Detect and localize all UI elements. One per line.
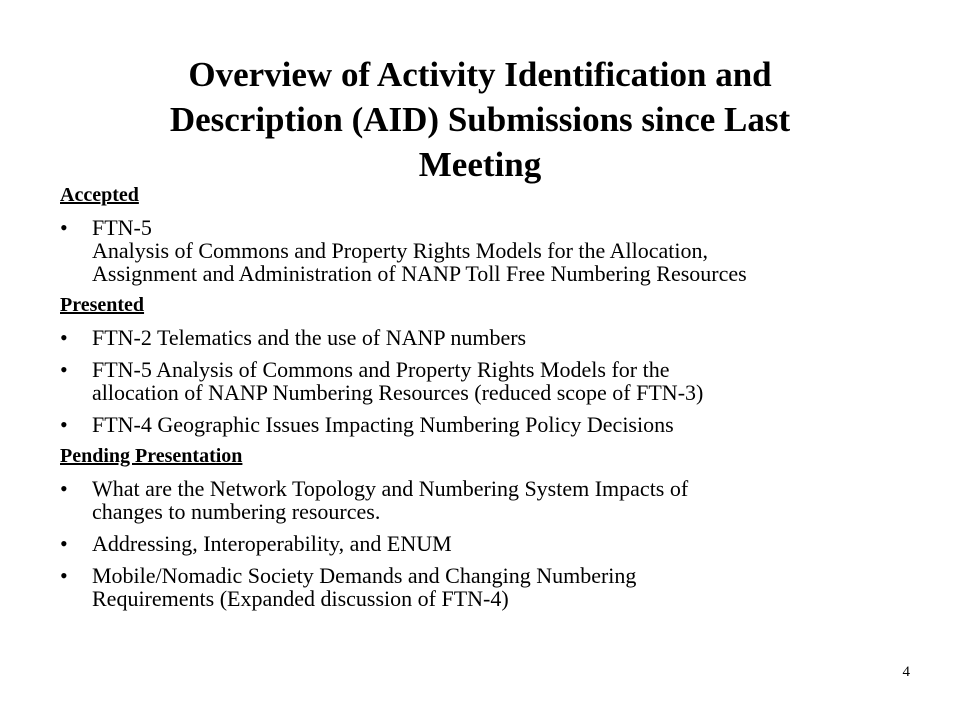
- item-line: Assignment and Administration of NANP Toll Free Numbering Resources: [92, 261, 747, 286]
- item-line: allocation of NANP Numbering Resources (reduced scope of FTN-3): [92, 380, 704, 405]
- bullet-icon: •: [60, 412, 68, 437]
- bullet-icon: •: [60, 563, 68, 588]
- title-line: Overview of Activity Identification and: [188, 55, 772, 94]
- item-line: FTN-2 Telematics and the use of NANP numbers: [92, 325, 527, 350]
- presented-heading: Presented: [60, 294, 145, 316]
- bullet-icon: •: [60, 325, 68, 350]
- item-line: Requirements (Expanded discussion of FTN-4): [92, 586, 509, 611]
- pending-heading: Pending Presentation: [60, 445, 243, 467]
- item-line: Mobile/Nomadic Society Demands and Changing Numbering: [92, 563, 637, 588]
- item-line: changes to numbering resources.: [92, 499, 381, 524]
- pending-list: [60, 477, 910, 610]
- item-line: FTN-5: [92, 215, 152, 240]
- item-line: FTN-5 Analysis of Commons and Property Rights Models for the: [92, 357, 670, 382]
- item-line: What are the Network Topology and Numbering System Impacts of: [92, 476, 689, 501]
- bullet-icon: •: [60, 531, 68, 556]
- accepted-heading: Accepted: [60, 184, 139, 206]
- page-number: 4: [902, 664, 910, 680]
- item-line: Addressing, Interoperability, and ENUM: [92, 531, 452, 556]
- accepted-list: [60, 216, 910, 285]
- list-item: [60, 413, 910, 436]
- list-item: [60, 358, 910, 404]
- slide-body: [60, 184, 910, 619]
- list-item: [60, 216, 910, 285]
- item-line: Analysis of Commons and Property Rights Models for the Allocation,: [92, 238, 708, 263]
- bullet-icon: •: [60, 476, 68, 501]
- bullet-icon: •: [60, 357, 68, 382]
- bullet-icon: •: [60, 215, 68, 240]
- slide-title: [60, 52, 900, 187]
- list-item: [60, 532, 910, 555]
- title-line: Meeting: [418, 145, 542, 184]
- list-item: [60, 477, 910, 523]
- list-item: [60, 564, 910, 610]
- list-item: [60, 326, 910, 349]
- item-line: FTN-4 Geographic Issues Impacting Numbering Policy Decisions: [92, 412, 674, 437]
- title-line: Description (AID) Submissions since Last: [169, 100, 791, 139]
- presented-list: [60, 326, 910, 436]
